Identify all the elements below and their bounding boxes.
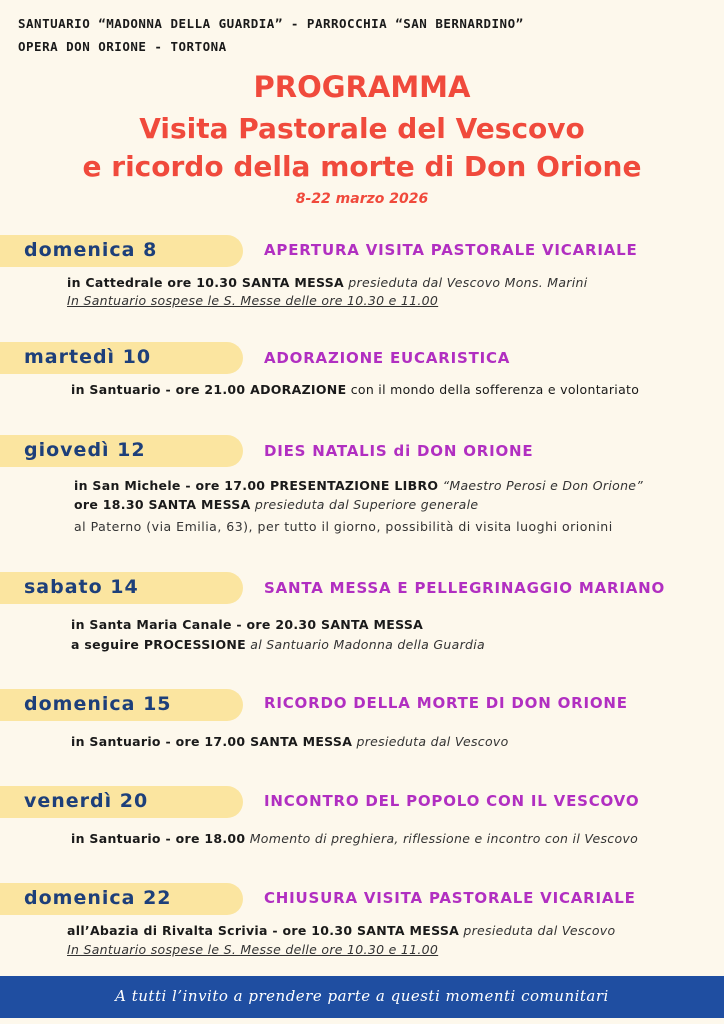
header-line-2: OPERA DON ORIONE - TORTONA (18, 39, 227, 54)
event-note-underlined: In Santuario sospese le S. Messe delle ore 10.30 e 11.00 (67, 942, 439, 957)
event-detail-bold: in Cattedrale ore 10.30 SANTA MESSA (67, 275, 345, 290)
page-title: PROGRAMMA (253, 70, 471, 104)
day-pill (0, 572, 243, 604)
event-detail-line (74, 478, 643, 493)
day-label: domenica 15 (24, 693, 172, 715)
event-detail-line (71, 382, 639, 397)
day-pill (0, 235, 243, 267)
event-detail-italic: presieduta dal Superiore generale (250, 497, 479, 512)
event-detail-bold: a seguire PROCESSIONE (71, 637, 246, 652)
day-pill (0, 786, 243, 818)
event-detail-line (67, 923, 615, 938)
event-detail-line (71, 734, 509, 749)
event-title: APERTURA VISITA PASTORALE VICARIALE (264, 241, 638, 259)
event-title: DIES NATALIS di DON ORIONE (264, 442, 534, 460)
day-label: domenica 8 (24, 239, 158, 261)
event-detail-bold: in Santuario - ore 17.00 SANTA MESSA (71, 734, 353, 749)
event-note-underlined: In Santuario sospese le S. Messe delle ore 10.30 e 11.00 (67, 293, 439, 308)
day-label: venerdì 20 (24, 790, 149, 812)
event-title: ADORAZIONE EUCARISTICA (264, 349, 511, 367)
event-detail-bold: in Santuario - ore 21.00 (71, 382, 251, 397)
event-detail-line (71, 637, 485, 652)
event-detail-italic: presieduta dal Vescovo (459, 923, 616, 938)
day-pill (0, 342, 243, 374)
day-pill (0, 435, 243, 467)
event-detail-line (67, 275, 588, 290)
event-detail-line: al Paterno (via Emilia, 63), per tutto il giorno, possibilità di visita luoghi orionini (74, 519, 613, 534)
event-detail-line (71, 617, 423, 632)
day-label: sabato 14 (24, 576, 139, 598)
event-detail-bold: all’Abazia di Rivalta Scrivia - ore 10.30 SANTA MESSA (67, 923, 460, 938)
event-detail-bold: in Santuario - ore 18.00 (71, 831, 246, 846)
event-detail-line (74, 497, 478, 512)
footer-banner (0, 976, 724, 1018)
day-label: martedì 10 (24, 346, 152, 368)
event-detail-italic: al Santuario Madonna della Guardia (245, 637, 485, 652)
event-detail-line (71, 831, 638, 846)
event-title: RICORDO DELLA MORTE DI DON ORIONE (264, 694, 628, 712)
event-detail-italic: Momento di preghiera, riflessione e incontro con il Vescovo (245, 831, 639, 846)
page-subtitle-2: e ricordo della morte di Don Orione (82, 150, 642, 183)
event-title: SANTA MESSA E PELLEGRINAGGIO MARIANO (264, 579, 666, 597)
event-detail-bold: ore 18.30 SANTA MESSA (74, 497, 251, 512)
bottom-strip (0, 1018, 724, 1024)
event-detail-italic: “Maestro Perosi e Don Orione” (438, 478, 644, 493)
event-detail-bold: ADORAZIONE (250, 382, 347, 397)
day-pill (0, 689, 243, 721)
event-detail-plain: con il mondo della sofferenza e volontariato (346, 382, 640, 397)
event-title: INCONTRO DEL POPOLO CON IL VESCOVO (264, 792, 640, 810)
day-label: giovedì 12 (24, 439, 146, 461)
event-detail-italic: presieduta dal Vescovo Mons. Marini (344, 275, 588, 290)
footer-text: A tutti l’invito a prendere parte a questi momenti comunitari (115, 987, 609, 1005)
day-label: domenica 22 (24, 887, 172, 909)
page-subtitle-1: Visita Pastorale del Vescovo (139, 112, 585, 145)
header-line-1: SANTUARIO “MADONNA DELLA GUARDIA” - PARROCCHIA “SAN BERNARDINO” (18, 16, 524, 31)
event-detail-bold: in San Michele - ore 17.00 PRESENTAZIONE LIBRO (74, 478, 439, 493)
event-title: CHIUSURA VISITA PASTORALE VICARIALE (264, 889, 636, 907)
day-pill (0, 883, 243, 915)
event-detail-italic: presieduta dal Vescovo (352, 734, 509, 749)
event-detail-bold: in Santa Maria Canale - ore 20.30 SANTA MESSA (71, 617, 424, 632)
date-range: 8-22 marzo 2026 (295, 191, 429, 207)
